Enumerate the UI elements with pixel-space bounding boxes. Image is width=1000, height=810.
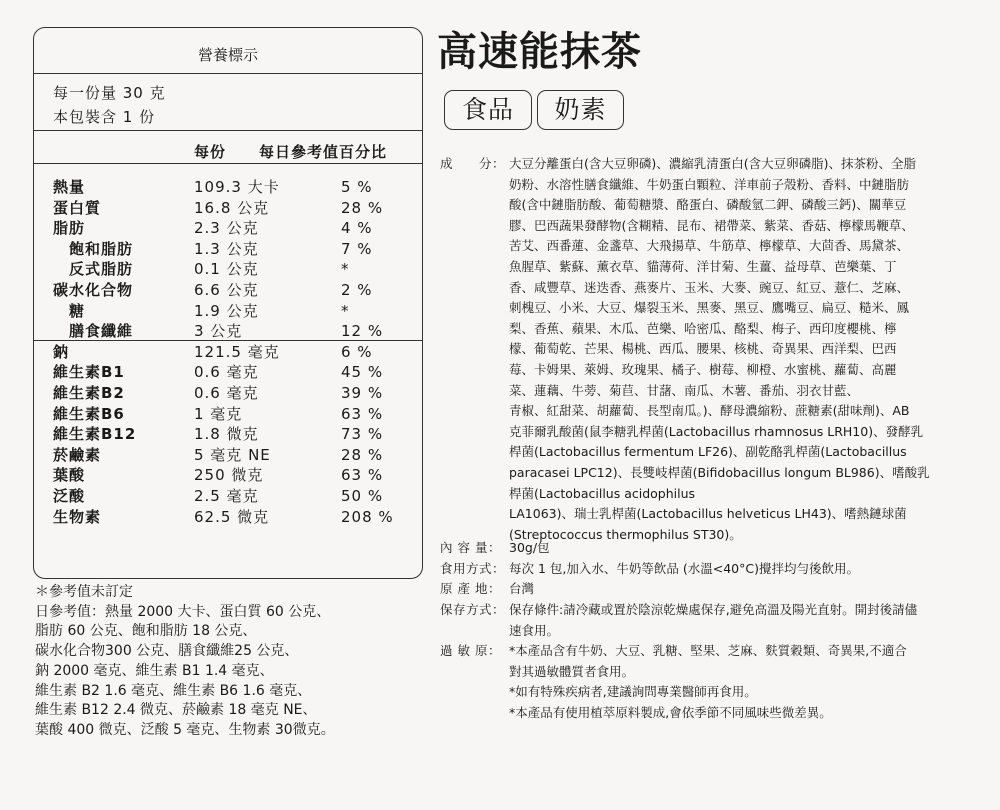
nutrient-amount: 2.3 公克 [194,219,259,238]
ingredients-line: 菜、蓮藕、牛蒡、菊苣、甘藷、南瓜、木薯、番茄、羽衣甘藍、 [509,382,860,398]
per-serving-header: 每份 [194,143,227,161]
nutrient-daily-value: 28 % [341,198,384,217]
nutrient-amount: 16.8 公克 [194,198,270,217]
usage-value: 每次 1 包,加入水、牛奶等飲品 (水溫<40°C)攪拌均勻後飲用。 [509,561,859,576]
footnote-line: 維生素 B2 1.6 毫克、維生素 B6 1.6 毫克、 [35,682,312,699]
nutrient-daily-value: 63 % [341,466,384,485]
ingredients-line: 魚腥草、紫蘇、薰衣草、貓薄荷、洋甘菊、生薑、益母草、芭樂葉、丁 [509,258,897,274]
nutrient-daily-value: 28 % [341,445,384,464]
daily-value-header: 每日參考值百分比 [259,143,388,161]
storage-line: 保存條件:請冷藏或置於陰涼乾燥處保存,避免高溫及陽光直射。開封後請儘 [509,602,918,617]
ingredients-line: 刺槐豆、小米、大豆、爆裂玉米、黑麥、黑豆、鷹嘴豆、扁豆、糙米、鳳 [509,300,910,316]
allergen-line: *本產品有使用植萃原料製成,會依季節不同風味些微差異。 [509,704,832,720]
nutrient-name: 熱量 [53,178,86,196]
ingredients-line: 香、咸豐草、迷迭香、燕麥片、玉米、大麥、豌豆、紅豆、薏仁、芝麻、 [509,279,910,295]
nutrient-amount: 0.6 毫克 [194,363,259,382]
content-label: 內 容 量： [440,540,501,555]
nutrient-daily-value: 45 % [341,363,384,382]
nutrient-name: 蛋白質 [53,198,102,217]
nutrient-amount: 1.9 公克 [194,301,259,320]
nutrient-name: 維生素B12 [53,425,137,444]
product-title: 高速能抹茶 [437,28,642,75]
nutrient-amount: 121.5 毫克 [194,342,280,361]
nutrient-daily-value: 4 % [341,219,373,238]
nutrient-name: 生物素 [53,507,102,526]
nutrient-name: 糖 [69,301,86,320]
nutrient-name: 泛酸 [53,487,86,505]
nutrient-daily-value: 39 % [341,384,384,402]
nutrient-daily-value: 5 % [341,178,373,196]
allergen-line: 對其過敏體質者食用。 [509,663,635,679]
nutrient-daily-value: 63 % [341,404,384,423]
ingredients-line: 檬、葡萄乾、芒果、楊桃、西瓜、腰果、核桃、奇異果、西洋梨、巴西 [509,341,897,357]
nutrient-name: 鈉 [53,342,70,361]
origin-label: 原 產 地： [440,581,501,596]
nutrient-name: 膳食纖維 [69,322,134,341]
badge-food: 食品 [444,90,532,130]
nutrient-amount: 2.5 毫克 [194,487,259,505]
nutrient-amount: 1 毫克 [194,404,243,423]
nutrient-amount: 5 毫克 NE [194,445,271,464]
storage-value [509,600,969,641]
origin-value: 台灣 [509,581,535,596]
servings-per-package: 本包裝含 1 份 [53,108,156,126]
ingredients-line: 膠、巴西蔬果發酵物(含糊精、昆布、裙帶菜、紫菜、香菇、檸檬馬鞭草、 [509,217,914,233]
ingredients-line: (Streptococcus thermophilus ST30)。 [509,526,742,542]
usage-label: 食用方式： [440,561,506,576]
nutrient-amount: 3 公克 [194,322,243,341]
ingredients-line: 奶粉、水溶性膳食纖維、牛奶蛋白顆粒、洋車前子殼粉、香料、中鏈脂肪 [509,176,910,192]
ingredients-line: 大豆分離蛋白(含大豆卵磷)、濃縮乳清蛋白(含大豆卵磷脂)、抹茶粉、全脂 [509,156,917,171]
ingredients-line: 桿菌(Lactobacillus acidophilus [509,485,696,501]
nutrition-title: 營養標示 [197,46,258,64]
nutrition-footnote [35,583,425,741]
nutrient-amount: 6.6 公克 [194,281,259,299]
nutrient-name: 反式脂肪 [69,260,134,279]
ingredients-line: paracasei LPC12)、長雙岐桿菌(Bifidobacillus longum BL986)、嗜酸乳 [509,464,930,480]
ingredients-line: 酸(含中鏈脂肪酸、葡萄糖漿、酪蛋白、磷酸氫二鉀、磷酸三鈣)、關華豆 [509,197,907,213]
allergen-line: *如有特殊疾病者,建議詢問專業醫師再食用。 [509,684,757,700]
ingredients-line: 桿菌(Lactobacillus fermentum LF26)、副乾酪乳桿菌(Lactobacillus [509,444,907,460]
nutrient-amount: 250 微克 [194,466,264,485]
ingredients-line: 苦艾、西番蓮、金盞草、大飛揚草、牛筋草、檸檬草、大茴香、馬黛茶、 [509,238,910,254]
nutrient-amount: 0.1 公克 [194,260,259,279]
ingredients-label: 成 分： [440,156,506,171]
nutrient-daily-value: 7 % [341,239,373,258]
serving-size: 每一份量 30 克 [53,84,166,102]
badge-lacto-vegetarian: 奶素 [537,90,624,130]
nutrient-daily-value: 208 % [341,507,394,526]
ingredients-line: LA1063)、瑞士乳桿菌(Lactobacillus helveticus LH43)、嗜熱鏈球菌 [509,506,907,522]
nutrient-daily-value: 6 % [341,342,373,361]
footnote-line: 葉酸 400 微克、泛酸 5 毫克、生物素 30微克。 [35,721,335,738]
nutrient-daily-value: 12 % [341,322,384,341]
nutrient-name: 維生素B6 [53,404,125,423]
storage-label: 保存方式： [440,602,506,617]
nutrient-daily-value: 2 % [341,281,373,299]
ingredients-line: 梨、香蕉、蘋果、木瓜、芭樂、哈密瓜、酪梨、梅子、西印度櫻桃、檸 [509,320,897,336]
nutrient-name: 維生素B1 [53,363,125,382]
footnote-line: ＊參考值未訂定 [35,584,133,600]
allergen-value [509,641,969,723]
nutrient-daily-value: * [341,301,350,320]
nutrient-amount: 1.8 微克 [194,425,259,444]
footnote-line: 鈉 2000 毫克、維生素 B1 1.4 毫克、 [35,662,274,679]
nutrient-amount: 62.5 微克 [194,507,270,526]
content-value: 30g/包 [509,540,550,555]
allergen-label: 過 敏 原： [440,643,501,658]
divider [34,163,422,164]
ingredients-line: 莓、卡姆果、萊姆、玫瑰果、橘子、樹莓、柳橙、水蜜桃、蘿蔔、高麗 [509,361,897,377]
nutrient-name: 菸鹼素 [53,445,102,464]
nutrient-name: 維生素B2 [53,384,125,402]
nutrient-name: 碳水化合物 [53,281,134,299]
nutrient-amount: 1.3 公克 [194,239,259,258]
footnote-line: 碳水化合物300 公克、膳食纖維25 公克、 [35,643,299,660]
nutrient-daily-value: 73 % [341,425,384,444]
ingredients-text [509,154,969,545]
nutrient-name: 脂肪 [53,219,86,238]
allergen-line: *本產品含有牛奶、大豆、乳糖、堅果、芝麻、麩質穀類、奇異果,不適合 [509,643,907,658]
nutrient-amount: 0.6 毫克 [194,384,259,402]
divider [34,73,422,74]
nutrient-daily-value: 50 % [341,487,384,505]
nutrition-facts-panel [33,27,423,579]
footnote-line: 脂肪 60 公克、飽和脂肪 18 公克、 [35,623,257,640]
nutrient-amount: 109.3 大卡 [194,178,280,196]
ingredients-line: 克菲爾乳酸菌(鼠李糖乳桿菌(Lactobacillus rhamnosus LRH10)、發酵乳 [509,423,924,439]
nutrient-daily-value: * [341,260,350,279]
nutrient-name: 葉酸 [53,466,86,485]
nutrient-name: 飽和脂肪 [69,239,134,258]
divider [34,130,422,131]
footnote-line: 維生素 B12 2.4 微克、菸鹼素 18 毫克 NE、 [35,702,317,719]
ingredients-line: 青椒、紅甜菜、胡蘿蔔、長型南瓜。)、酵母濃縮粉、蔗糖素(甜味劑)、AB [509,403,910,419]
storage-line: 速食用。 [509,622,560,638]
footnote-line: 日參考值：熱量 2000 大卡、蛋白質 60 公克、 [35,603,331,620]
divider [34,340,422,341]
